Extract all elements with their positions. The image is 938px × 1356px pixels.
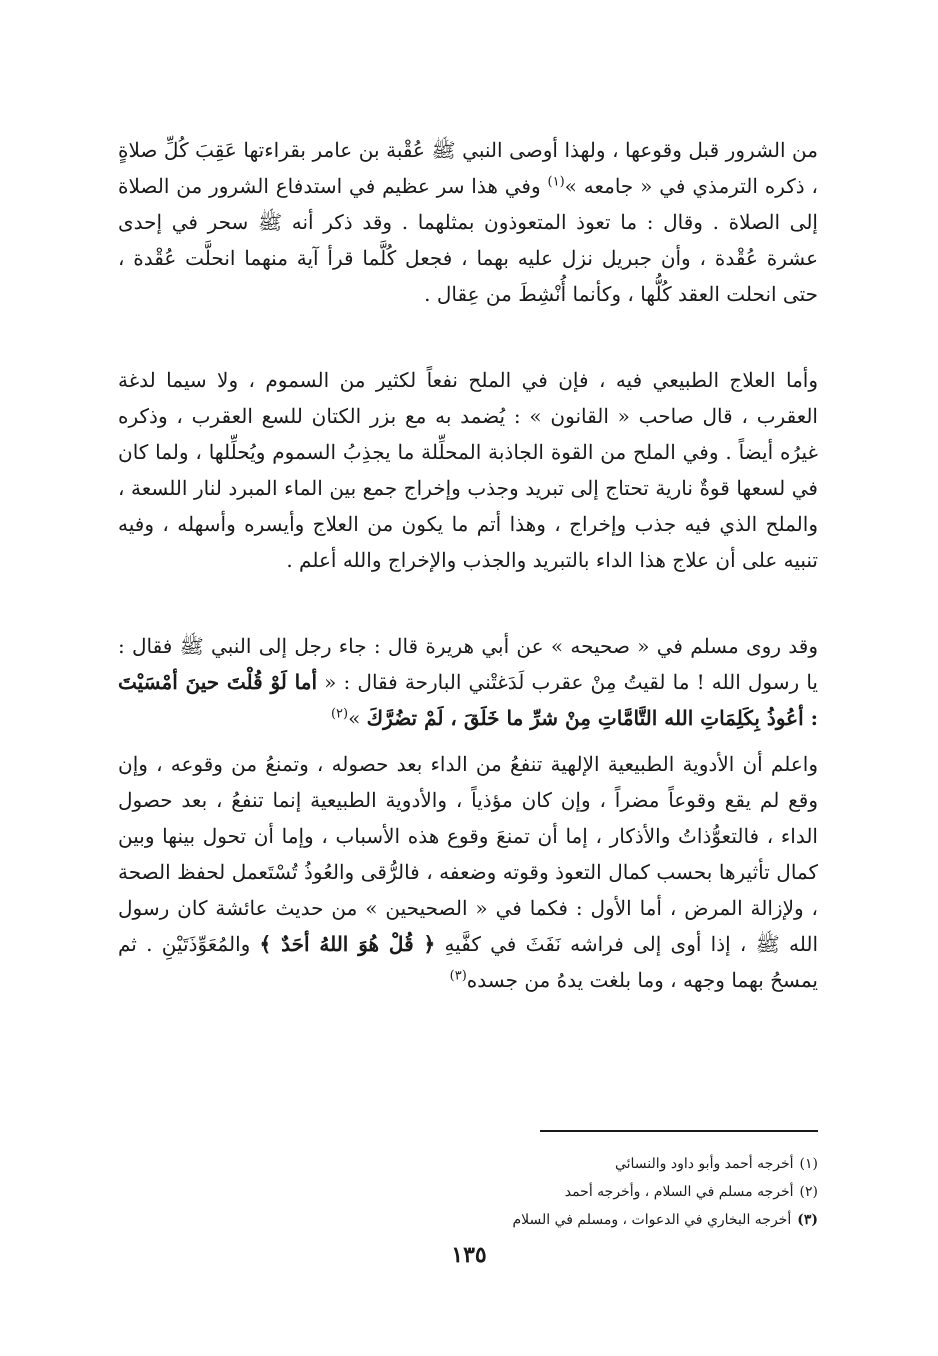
footnote-3 [300, 1206, 818, 1234]
footnote-text: أخرجه البخاري في الدعوات ، ومسلم في السلام [512, 1212, 792, 1228]
paragraph-2 [118, 362, 818, 578]
paragraph-4 [118, 746, 818, 998]
footnote-ref-2: (٢) [330, 706, 349, 722]
paragraph-4-text: واعلم أن الأدوية الطبيعية الإلهية تنفعُ من الداء بعد حصوله ، وتمنعُ من وقوعه ، وإن وقع لم يقع وقوعاً مضراً ، وإن كان مؤذياً ، والأدوية الطبيعية إنما تنفعُ ، بعد حصول الداء ، فالتعوُّذاتُ والأذكار ، إما أن تمنعَ وقوع هذه الأسباب ، وإما أن تحول بينها وبين كمال تأثيرها بحسب كمال التعوذ وقوته وضعفه ، فالرُّقى والعُوذُ تُسْتَعمل لحفظ الصحة ، ولإزالة المرض ، أما الأول : فكما في « الصحيحين » من حديث عائشة كان رسول الله ﷺ ، إذا أوى إلى فراشه نَفَثَ في كفَّيهِ [118, 752, 819, 956]
footnote-text: أخرجه أحمد وأبو داود والنسائي [614, 1156, 794, 1172]
paragraph-1-rest: وفي هذا سر عظيم في استدفاع الشرور من الصلاة إلى الصلاة . وقال : ما تعوذ المتعوذون بمثلهما . وقد ذكر أنه ﷺ سحر في إحدى عشرة عُقْدة ، وأن جبريل نزل عليه بهما ، فجعل كُلَّما قرأ آية منهما انحلَّت عُقْدة ، حتى انحلت العقد كُلُّها ، وكأنما أُنْشِطَ من عِقال . [118, 174, 818, 306]
footnote-2 [300, 1178, 818, 1206]
footnote-ref-1: (١) [547, 174, 565, 190]
footnote-number: (٢) [799, 1184, 818, 1200]
footnotes [300, 1150, 818, 1234]
paragraph-1-text: من الشرور قبل وقوعها ، ولهذا أوصى النبي ﷺ عُقْبة بن عامر بقراءتها عَقِبَ كُلِّ صلاةٍ ، ذكره الترمذي في « جامعه » [118, 138, 819, 198]
paragraph-3-close: » [348, 706, 367, 730]
footnote-text: أخرجه مسلم في السلام ، وأخرجه أحمد [564, 1184, 794, 1200]
paragraph-3-text: وقد روى مسلم في « صحيحه » عن أبي هريرة قال : جاء رجل إلى النبي ﷺ فقال : يا رسول الله ! ما لقيتُ مِنْ عقرب لَدَغتْني البارحة فقال : « [118, 634, 818, 694]
page-number: ١٣٥ [451, 1242, 487, 1268]
footnote-number: (٣) [797, 1212, 818, 1228]
hadith-quote: أما لَوْ قُلْتَ حينَ أمْسَيْتَ : أعُوذُ بِكَلِمَاتِ الله التَّامَّاتِ مِنْ شرِّ ما خَلَقَ ، لَمْ تضُرَّكَ [118, 670, 818, 730]
footnote-ref-3: (٣) [449, 968, 467, 984]
paragraph-1 [118, 132, 818, 312]
quran-verse: ﴿ قُلْ هُوَ اللهُ أحَدٌ ﴾ [259, 932, 436, 956]
footnote-divider [540, 1130, 818, 1132]
paragraph-4-rest: والمُعَوِّذَتَيْنِ . ثم يمسحُ بهما وجهه ، وما بلغت يدهُ من جسده [118, 932, 818, 992]
paragraph-2-text: وأما العلاج الطبيعي فيه ، فإن في الملح نفعاً لكثير من السموم ، ولا سيما لدغة العقرب ، قال صاحب « القانون » : يُضمد به مع بزر الكتان للسع العقرب ، وذكره غيرُه أيضاً . وفي الملح من القوة الجاذبة المحلِّلة ما يجذِبُ السموم ويُحلِّلها ، ولما كان في لسعها قوةٌ نارية تحتاج إلى تبريد وجذب وإخراج جمع بين الماء المبرد لنار اللسعة ، والملح الذي فيه جذب وإخراج ، وهذا أتم ما يكون من العلاج وأيسره وأسهله ، وفيه تنبيه على أن علاج هذا الداء بالتبريد والجذب والإخراج والله أعلم . [118, 368, 818, 572]
paragraph-3 [118, 628, 818, 736]
footnote-1 [300, 1150, 818, 1178]
footnote-number: (١) [799, 1156, 818, 1172]
